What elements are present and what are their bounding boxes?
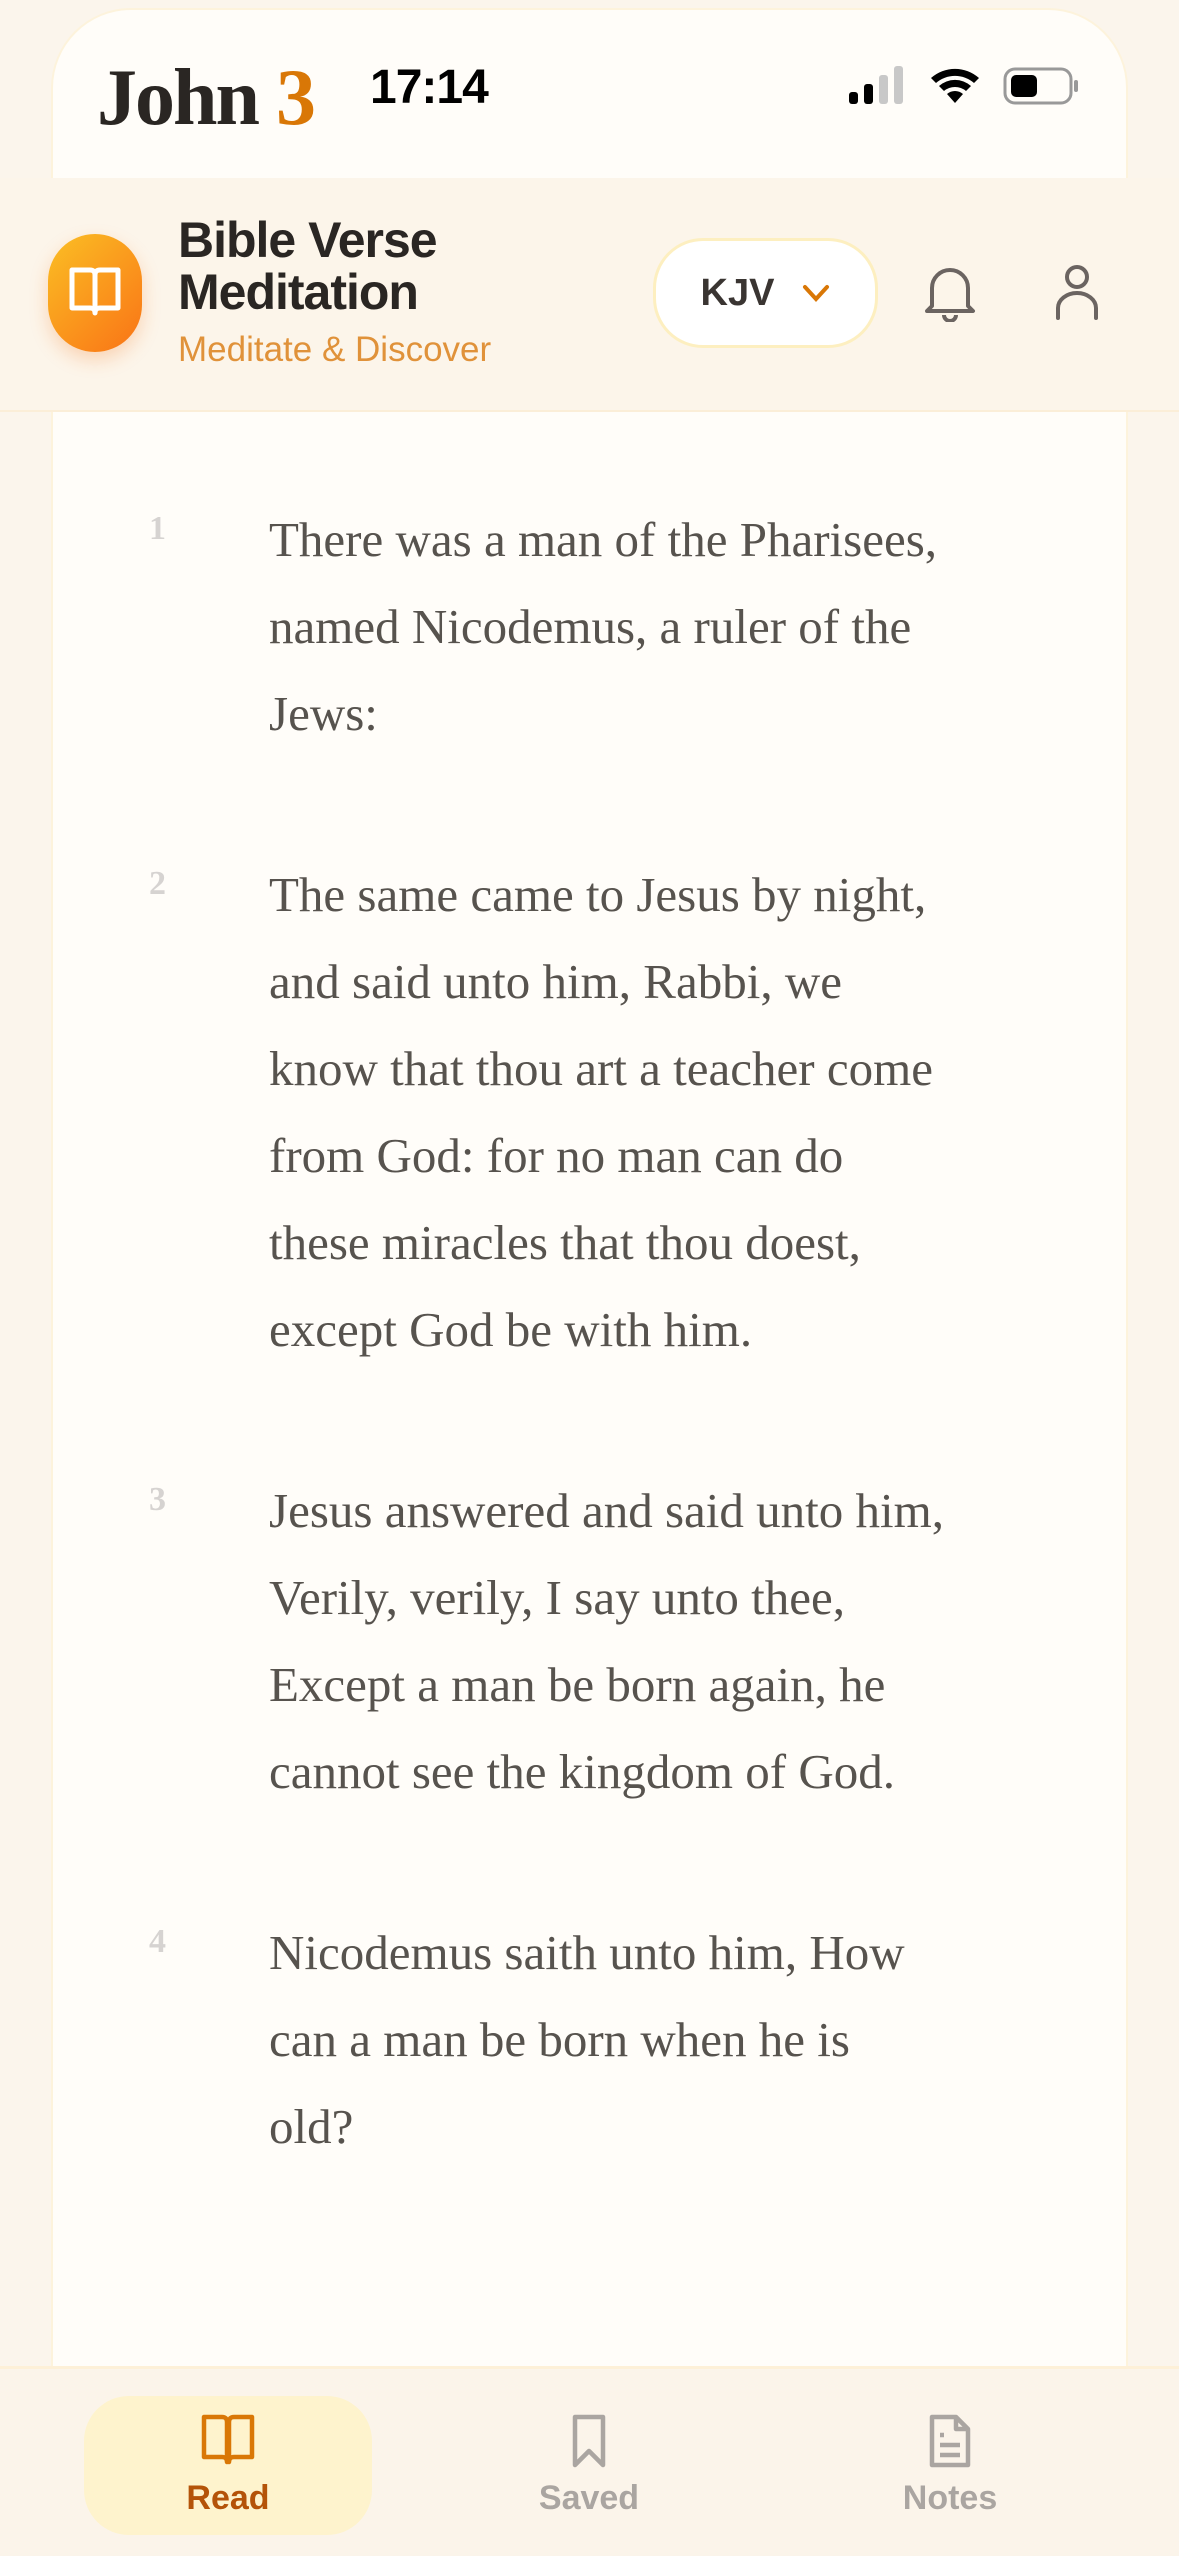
verse-item[interactable]: [53, 496, 1126, 757]
verse-item[interactable]: [53, 1467, 1126, 1815]
chapter-book: John: [97, 54, 258, 142]
chapter-title: [97, 52, 314, 144]
tab-label: Notes: [902, 2479, 998, 2517]
translation-label: KJV: [700, 271, 775, 314]
book-open-icon: [200, 2413, 256, 2469]
bell-icon[interactable]: [922, 262, 978, 322]
verse-text: Nicodemus saith unto him, How can a man be born when he is old?: [269, 1925, 905, 2154]
app-name: [178, 214, 437, 318]
status-icons: [847, 66, 1081, 106]
bookmark-icon: [561, 2413, 617, 2469]
bottom-nav: [0, 2366, 1179, 2556]
book-open-icon: [68, 264, 122, 322]
verse-list[interactable]: [51, 412, 1128, 2366]
wifi-icon: [929, 66, 981, 106]
app-name-line2: Meditation: [178, 264, 418, 320]
status-time: 17:14: [370, 61, 488, 114]
verse-number: 3: [149, 1481, 166, 1518]
chevron-down-icon: [802, 283, 830, 303]
chapter-number: 3: [275, 54, 314, 142]
verse-text: There was a man of the Pharisees, named Nicodemus, a ruler of the Jews:: [269, 512, 938, 741]
app-logo: [48, 234, 142, 352]
app-header: [0, 178, 1179, 412]
signal-icon: [847, 66, 907, 106]
tab-label: Read: [186, 2479, 270, 2517]
translation-selector[interactable]: [653, 238, 878, 348]
verse-number: 1: [149, 510, 166, 547]
tab-notes[interactable]: [806, 2396, 1094, 2535]
verse-text: The same came to Jesus by night, and said unto him, Rabbi, we know that thou art a teacher come from God: for no man can do these miracles that thou doest, except God be with him.: [269, 867, 933, 1357]
tab-read[interactable]: [84, 2396, 372, 2535]
verse-number: 2: [149, 865, 166, 902]
tab-label: Saved: [538, 2479, 640, 2517]
notes-icon: [922, 2413, 978, 2469]
profile-icon[interactable]: [1052, 262, 1102, 322]
app-tagline: Meditate & Discover: [178, 330, 492, 369]
app-name-line1: Bible Verse: [178, 212, 437, 268]
battery-icon: [1003, 66, 1081, 106]
verse-item[interactable]: [53, 851, 1126, 1373]
tab-saved[interactable]: [445, 2396, 733, 2535]
verse-text: Jesus answered and said unto him, Verily, verily, I say unto thee, Except a man be born again, he cannot see the kingdom of God.: [269, 1483, 944, 1799]
verse-item[interactable]: [53, 1909, 1126, 2170]
verse-number: 4: [149, 1923, 166, 1960]
